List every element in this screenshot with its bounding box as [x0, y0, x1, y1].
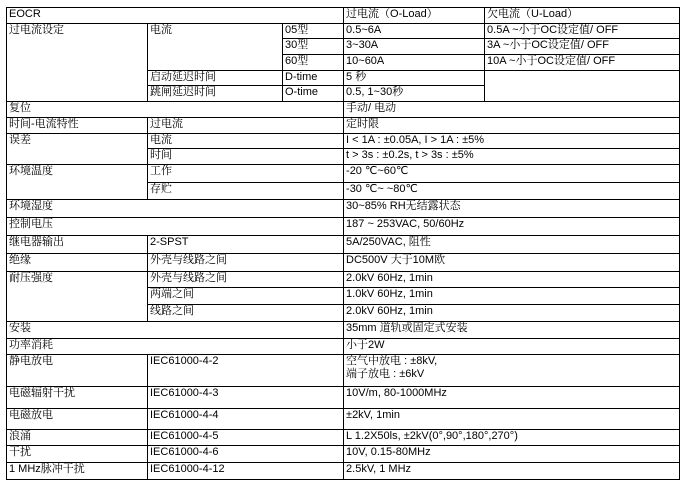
- header-row: [7, 8, 680, 24]
- dtime-label: D-time: [283, 70, 344, 86]
- reset-value: 手动/ 电动: [344, 102, 680, 118]
- ambient-temp-label: 环境温度: [7, 164, 148, 200]
- withstand-case-line-label: 外壳与线路之间: [148, 271, 344, 288]
- esd-contact-discharge: 端子放电 : ±6kV: [346, 368, 425, 381]
- control-voltage-label: 控制电压: [7, 218, 344, 236]
- under-current-empty: [485, 70, 680, 101]
- esd-label: 静电放电: [7, 355, 148, 386]
- table-row: [7, 164, 680, 182]
- eft-value: ±2kV, 1min: [344, 408, 680, 429]
- relay-output-sub: 2-SPST: [148, 236, 344, 254]
- under-current-header: 欠电流（U-Load）: [485, 8, 680, 24]
- humidity-value: 30~85% RH无结露状态: [344, 200, 680, 218]
- table-row: [7, 23, 680, 39]
- esd-value: [344, 355, 680, 386]
- ambient-storage-label: 存贮: [148, 182, 344, 200]
- table-row: [7, 446, 680, 463]
- table-row: [7, 408, 680, 429]
- type30-over-value: 3~30A: [344, 39, 485, 55]
- table-row: [7, 338, 680, 355]
- rf-radiated-standard: IEC61000-4-3: [148, 386, 344, 408]
- type60-over-value: 10~60A: [344, 55, 485, 71]
- start-delay-label: 启动延迟时间: [148, 70, 283, 86]
- type05-over-value: 0.5~6A: [344, 23, 485, 39]
- table-row: [7, 218, 680, 236]
- withstand-two-ends-value: 1.0kV 60Hz, 1min: [344, 288, 680, 305]
- time-current-sub: 过电流: [148, 117, 344, 133]
- rf-radiated-label: 电磁辐射干扰: [7, 386, 148, 408]
- type60-label: 60型: [283, 55, 344, 71]
- insulation-label: 绝缘: [7, 253, 148, 271]
- interference-standard: IEC61000-4-6: [148, 446, 344, 463]
- power-consumption-label: 功率消耗: [7, 338, 344, 355]
- table-row: [7, 102, 680, 118]
- table-row: [7, 133, 680, 149]
- table-row: [7, 200, 680, 218]
- time-current-value: 定时限: [344, 117, 680, 133]
- interference-label: 干扰: [7, 446, 148, 463]
- withstand-lines-label: 线路之间: [148, 305, 344, 322]
- table-row: [7, 355, 680, 386]
- type30-under-value: 3A ~小于OC设定值/ OFF: [485, 39, 680, 55]
- error-current-label: 电流: [148, 133, 344, 149]
- otime-label: O-time: [283, 86, 344, 102]
- relay-output-label: 继电器输出: [7, 236, 148, 254]
- power-consumption-value: 小于2W: [344, 338, 680, 355]
- error-label: 误差: [7, 133, 148, 164]
- interference-value: 10V, 0.15-80MHz: [344, 446, 680, 463]
- current-label: 电流: [148, 23, 283, 70]
- esd-air-discharge: 空气中放电 : ±8kV,: [346, 355, 438, 368]
- installation-value: 35mm 道轨或固定式安装: [344, 321, 680, 338]
- table-row: [7, 386, 680, 408]
- burst-label: 1 MHz脉冲干扰: [7, 462, 148, 479]
- reset-label: 复位: [7, 102, 344, 118]
- error-time-label: 时间: [148, 149, 344, 165]
- withstand-two-ends-label: 两端之间: [148, 288, 344, 305]
- withstand-case-line-value: 2.0kV 60Hz, 1min: [344, 271, 680, 288]
- table-row: [7, 236, 680, 254]
- type05-label: 05型: [283, 23, 344, 39]
- over-current-header: 过电流（O-Load）: [344, 8, 485, 24]
- table-row: [7, 321, 680, 338]
- table-row: [7, 117, 680, 133]
- insulation-value: DC500V 大于10M欧: [344, 253, 680, 271]
- spec-table: [6, 7, 680, 480]
- burst-value: 2.5kV, 1 MHz: [344, 462, 680, 479]
- table-row: [7, 253, 680, 271]
- table-row: [7, 462, 680, 479]
- dtime-value: 5 秒: [344, 70, 485, 86]
- ambient-storage-value: -30 ℃~ ~80℃: [344, 182, 680, 200]
- relay-output-value: 5A/250VAC, 阻性: [344, 236, 680, 254]
- type30-label: 30型: [283, 39, 344, 55]
- esd-standard: IEC61000-4-2: [148, 355, 344, 386]
- otime-value: 0.5, 1~30秒: [344, 86, 485, 102]
- withstand-label: 耐压强度: [7, 271, 148, 321]
- insulation-sub: 外壳与线路之间: [148, 253, 344, 271]
- overcurrent-setting-label: 过电流设定: [7, 23, 148, 101]
- installation-label: 安装: [7, 321, 344, 338]
- error-current-value: I < 1A : ±0.05A, I > 1A : ±5%: [344, 133, 680, 149]
- control-voltage-value: 187 ~ 253VAC, 50/60Hz: [344, 218, 680, 236]
- eocr-header: EOCR: [7, 8, 344, 24]
- error-time-value: t > 3s : ±0.2s, t > 3s : ±5%: [344, 149, 680, 165]
- eft-label: 电磁放电: [7, 408, 148, 429]
- surge-label: 浪涌: [7, 429, 148, 446]
- ambient-operating-value: -20 ℃~60℃: [344, 164, 680, 182]
- rf-radiated-value: 10V/m, 80-1000MHz: [344, 386, 680, 408]
- surge-standard: IEC61000-4-5: [148, 429, 344, 446]
- type60-under-value: 10A ~小于OC设定值/ OFF: [485, 55, 680, 71]
- type05-under-value: 0.5A ~小于OC设定值/ OFF: [485, 23, 680, 39]
- humidity-label: 环境湿度: [7, 200, 344, 218]
- burst-standard: IEC61000-4-12: [148, 462, 344, 479]
- ambient-operating-label: 工作: [148, 164, 344, 182]
- table-row: [7, 429, 680, 446]
- withstand-lines-value: 2.0kV 60Hz, 1min: [344, 305, 680, 322]
- eft-standard: IEC61000-4-4: [148, 408, 344, 429]
- time-current-label: 时间-电流特性: [7, 117, 148, 133]
- table-row: [7, 271, 680, 288]
- surge-value: L 1.2X50ls, ±2kV(0°,90°,180°,270°): [344, 429, 680, 446]
- trip-delay-label: 跳闸延迟时间: [148, 86, 283, 102]
